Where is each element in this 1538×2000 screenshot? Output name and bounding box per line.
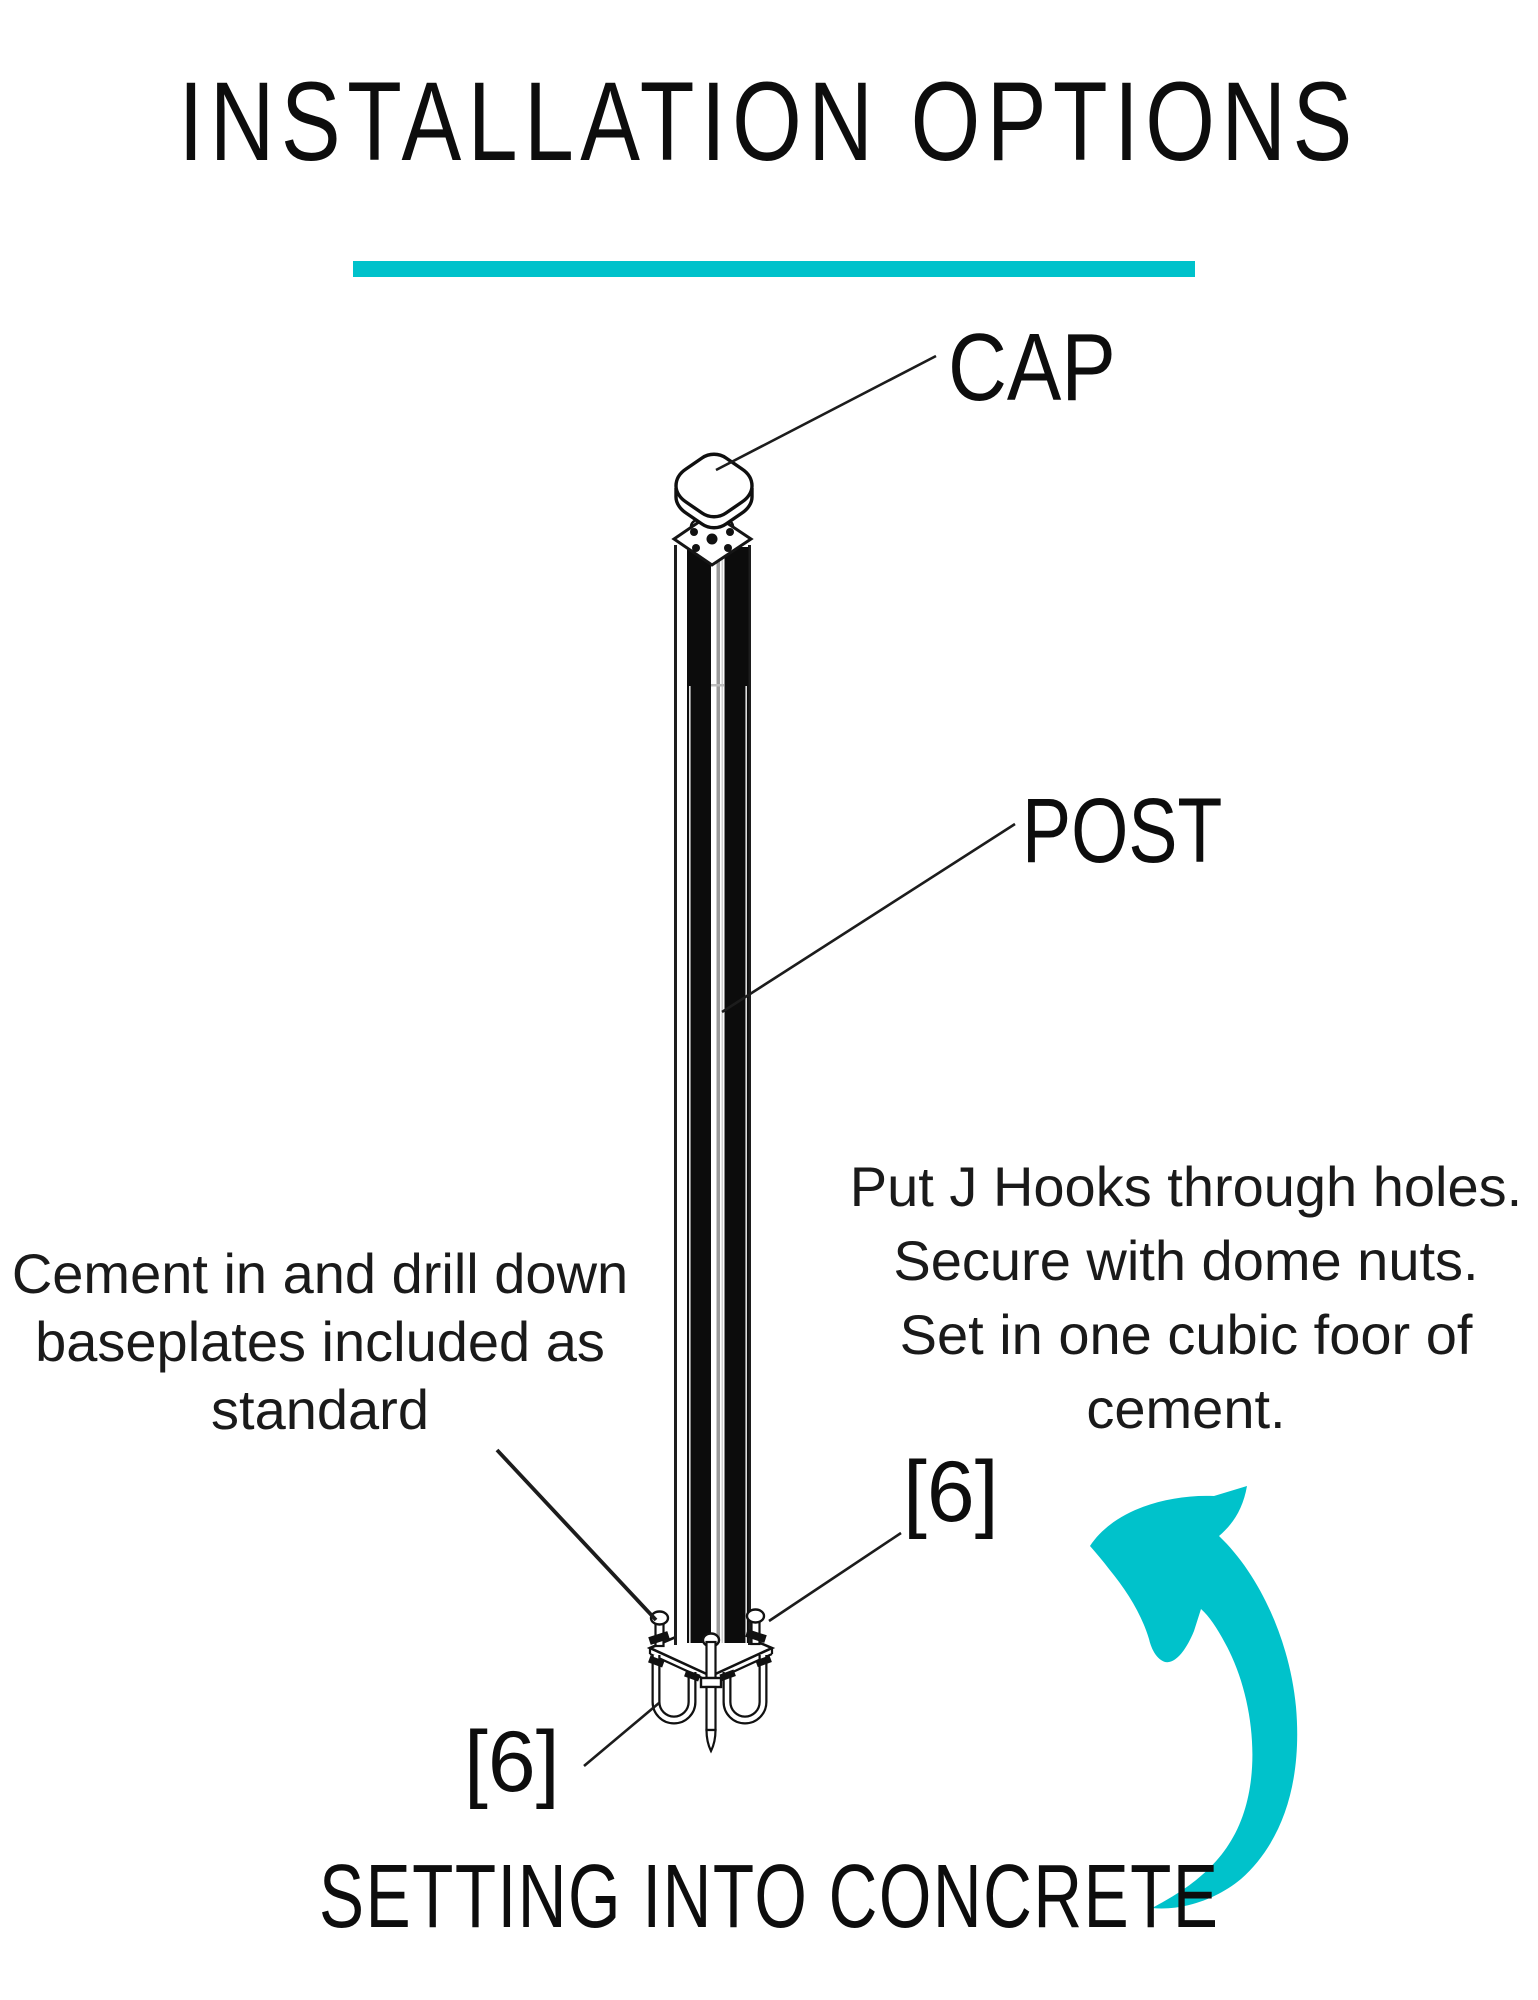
cap-leader-line <box>716 356 936 470</box>
bolts-qty-leader-line <box>769 1533 901 1621</box>
page-title <box>0 59 1538 184</box>
footer-title <box>0 1847 1538 1947</box>
curved-up-arrow-icon <box>1090 1486 1297 1908</box>
cap-drawing <box>676 454 752 528</box>
right-note-line: Set in one cubic foor of <box>899 1303 1473 1366</box>
title-divider-rule <box>353 261 1195 277</box>
page-title-text: INSTALLATION OPTIONS <box>178 59 1360 184</box>
post-part-label: POST <box>1022 780 1223 882</box>
right-note-line: cement. <box>1086 1377 1286 1440</box>
left-note-leader-line <box>497 1450 656 1620</box>
left-note-line: Cement in and drill down <box>11 1242 629 1305</box>
left-note-line: baseplates included as <box>35 1310 605 1373</box>
right-note-line: Put J Hooks through holes. <box>849 1155 1523 1218</box>
right-note-line: Secure with dome nuts. <box>893 1229 1479 1292</box>
post-leader-line <box>722 824 1015 1012</box>
right-note <box>833 1150 1538 1446</box>
left-note <box>10 1240 630 1444</box>
cap-part-label: CAP <box>948 314 1116 421</box>
hooks-quantity-label: [6] <box>464 1714 560 1810</box>
footer-title-text: SETTING INTO CONCRETE <box>318 1847 1220 1947</box>
bolts-quantity-label: [6] <box>903 1444 999 1540</box>
post-drawing <box>674 513 751 1645</box>
hooks-qty-leader-line <box>584 1703 659 1766</box>
left-note-line: standard <box>211 1378 429 1441</box>
